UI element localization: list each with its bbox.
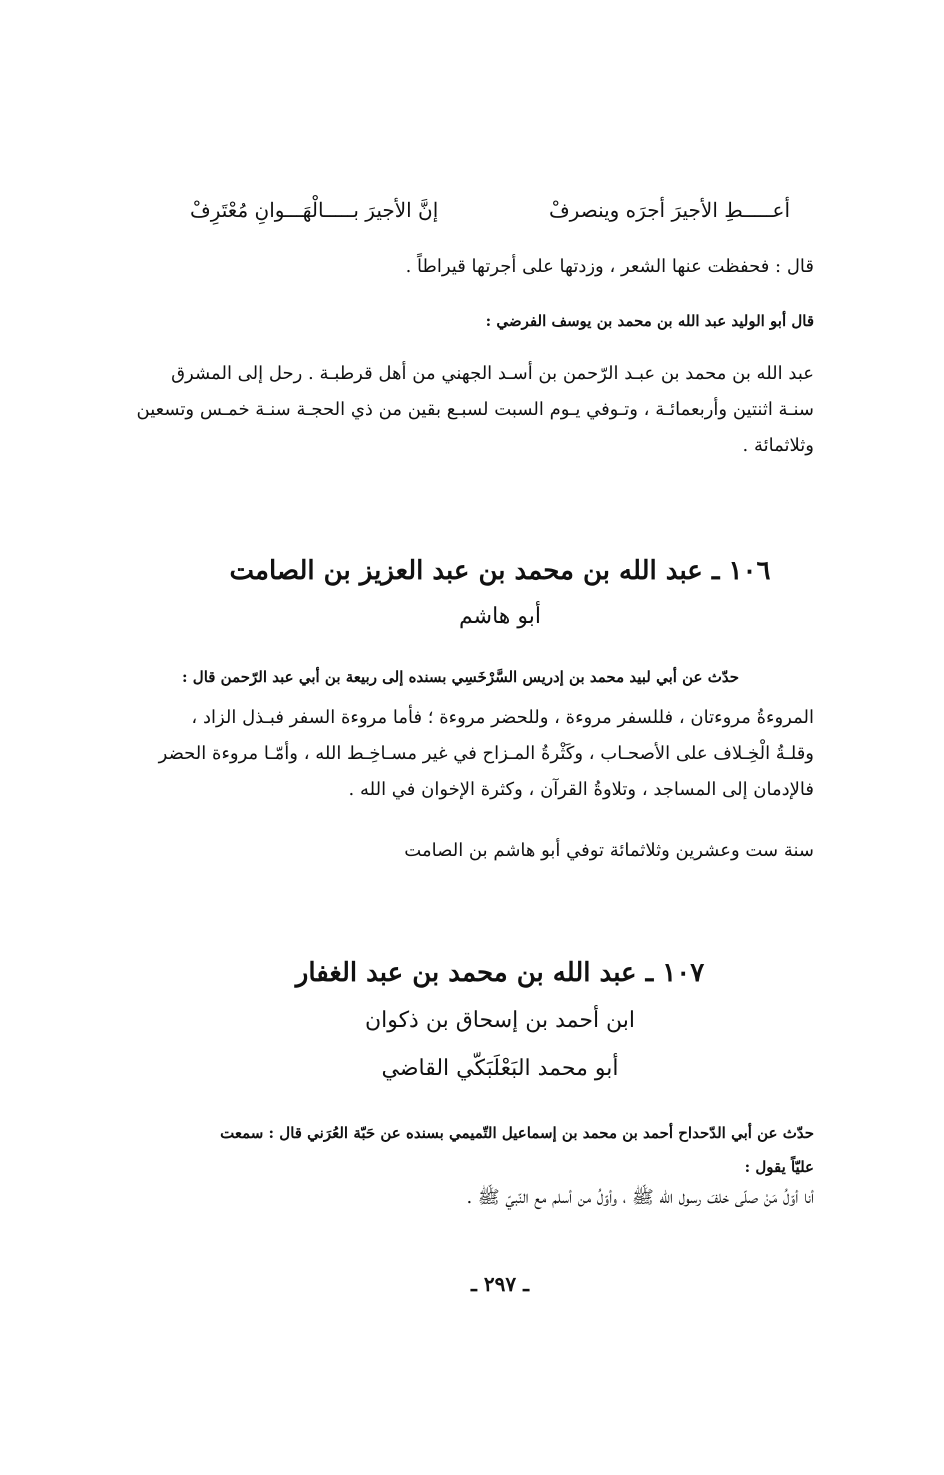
entry-107-isnad — [164, 1116, 814, 1184]
text-line: المروءةُ مروءتان ، فللسفر مروءة ، وللحضر مروءة ؛ فأما مروءة السفر فبـذل الزاد ، — [191, 707, 814, 728]
poetry-verse — [190, 198, 790, 232]
entry-106-text — [158, 700, 814, 808]
entry-106-title: ١٠٦ ـ عبد الله بن محمد بن عبد العزيز بن الصامت — [229, 556, 771, 586]
entry-106-kunya: أبو هاشم — [459, 604, 541, 629]
entry-107-kunya: أبو محمد البَعْلَبَكّي القاضي — [381, 1056, 619, 1081]
verse-hemistich-second: إنَّ الأجيرَ بـــــالْهَـــوانِ مُعْتَرِفْ — [190, 198, 439, 222]
bio-line: سنـة اثنتين وأربعمائـة ، وتـوفي يـوم السبت لسبـع بقين من ذي الحجـة سنـة خمـس وتسعين — [136, 399, 814, 420]
poem-note: قال : فحفظت عنها الشعر ، وزدتها على أجرتها قيراطاً . — [405, 256, 814, 277]
bio-line: عبد الله بن محمد بن عبـد الرّحمن بن أسـد الجهني من أهل قرطبـة . رحل إلى المشرق — [171, 363, 814, 384]
text-line: وقلـةُ الْخِـلاف على الأصحـاب ، وكَثْرةُ المـزاح في غير مسـاخِـط الله ، وأمّـا مروءة الحضر — [158, 743, 814, 764]
entry-106-isnad: حدّث عن أبي لبيد محمد بن إدريس السَّرْخَسِي بسنده إلى ربيعة بن أبي عبد الرّحمن قال : — [182, 668, 739, 686]
isnad-line: عليّاً يقول : — [744, 1158, 814, 1176]
page-number: ـ ٢٩٧ ـ — [471, 1272, 529, 1296]
bio-line: وثلاثمائة . — [742, 435, 814, 456]
narrator-heading: قال أبو الوليد عبد الله بن محمد بن يوسف الفرضي : — [485, 312, 814, 330]
entry-107-lineage: ابن أحمد بن إسحاق بن ذكوان — [364, 1008, 636, 1033]
text-line: فالإدمان إلى المساجد ، وتلاوةُ القرآن ، وكثرة الإخوان في الله . — [348, 779, 814, 800]
verse-hemistich-first: أعـــــطِ الأجيرَ أجرَه وينصرفْ — [548, 198, 790, 222]
isnad-line: حدّث عن أبي الدّحداح أحمد بن محمد بن إسماعيل التّميمي بسنده عن حَبّة العُرَني قال : سمعت — [220, 1124, 814, 1142]
entry-106-death-note: سنة ست وعشرين وثلاثمائة توفي أبو هاشم بن الصامت — [404, 840, 814, 861]
entry-107-text: أنا أوّلُ مَنْ صلّى خلفَ رسول الله ﷺ ، وأوّلُ من أسلم مع النّبيّ ﷺ . — [466, 1187, 814, 1208]
biography-paragraph — [136, 356, 814, 464]
entry-107-title: ١٠٧ ـ عبد الله بن محمد بن عبد الغفار — [295, 958, 705, 988]
